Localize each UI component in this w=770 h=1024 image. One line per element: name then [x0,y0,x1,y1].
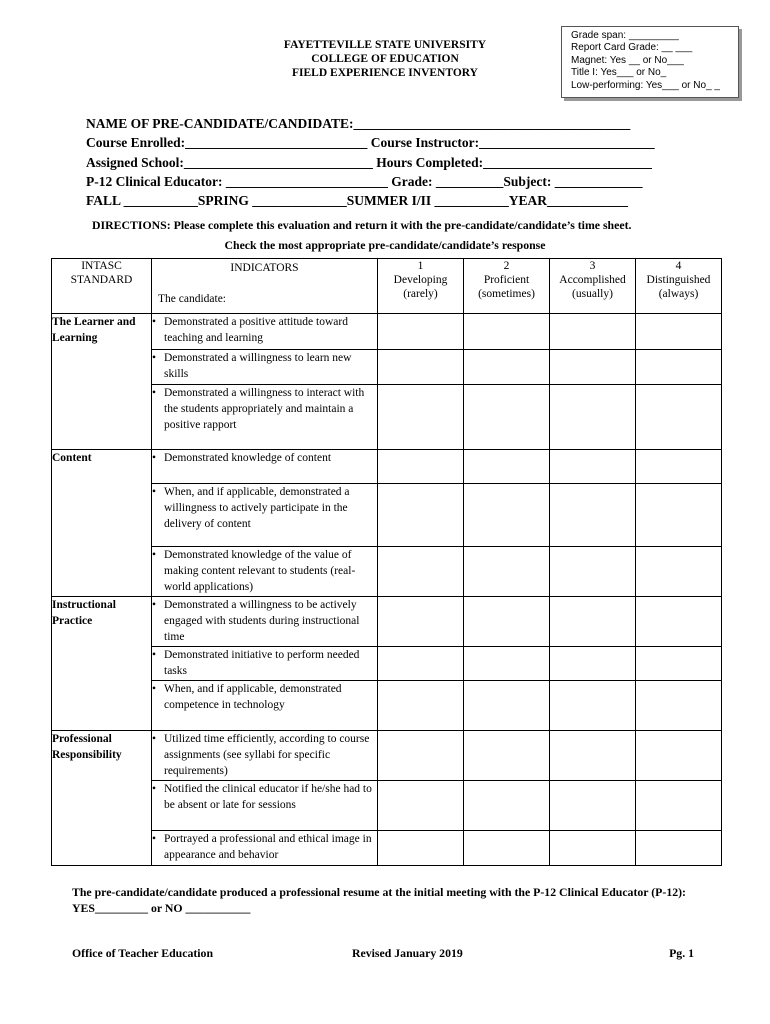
indicator-text: Demonstrated knowledge of content [164,452,332,464]
rating-checkbox-cell-1[interactable] [378,450,464,484]
rating-frequency: (always) [658,288,699,300]
rating-number: 2 [503,260,510,272]
rating-checkbox-cell-1[interactable] [378,731,464,781]
rating-checkbox-cell-4[interactable] [636,314,722,350]
rating-number: 1 [417,260,424,272]
indicator-row [52,831,722,866]
rating-label: Accomplished [559,274,626,286]
indicator-item [152,350,377,382]
bullet-icon: • [152,783,157,795]
indicator-cell [152,450,378,484]
document-header [230,38,540,80]
rating-checkbox-cell-3[interactable] [550,547,636,597]
indicator-text: Demonstrated a willingness to learn new skills [164,352,352,380]
bullet-icon: • [152,352,157,364]
rating-checkbox-cell-2[interactable] [464,314,550,350]
rating-checkbox-cell-3[interactable] [550,450,636,484]
rating-number: 4 [675,260,682,272]
indicator-cell [152,350,378,385]
bullet-icon: • [152,316,157,328]
indicator-cell [152,385,378,450]
rating-frequency: (sometimes) [478,288,535,300]
indicator-row [52,647,722,681]
indicator-item [152,597,377,645]
indicator-item [152,314,377,346]
indicator-text: Demonstrated a willingness to interact with the students appropriately and maintain a positive rapport [164,387,365,431]
standard-header-line: INTASC [81,260,122,272]
rating-checkbox-cell-3[interactable] [550,350,636,385]
revision-date: Revised January 2019 [352,946,463,960]
indicator-row [52,597,722,647]
indicator-row [52,547,722,597]
rating-checkbox-cell-4[interactable] [636,385,722,450]
bullet-icon: • [152,387,157,399]
rating-label: Developing [393,274,448,286]
indicator-cell [152,647,378,681]
indicator-text: Demonstrated a willingness to be actively engaged with students during instructional time [164,599,360,643]
rating-header-3 [550,259,636,314]
rating-checkbox-cell-3[interactable] [550,681,636,731]
indicator-item [152,647,377,679]
rating-checkbox-cell-4[interactable] [636,547,722,597]
evaluation-table [51,258,722,866]
check-instruction: Check the most appropriate pre-candidate/candidate’s response [224,238,546,252]
rating-checkbox-cell-3[interactable] [550,647,636,681]
standard-cell: Content [52,450,152,597]
indicator-cell [152,547,378,597]
rating-checkbox-cell-2[interactable] [464,547,550,597]
rating-checkbox-cell-1[interactable] [378,681,464,731]
rating-checkbox-cell-2[interactable] [464,484,550,547]
rating-checkbox-cell-1[interactable] [378,385,464,450]
rating-checkbox-cell-4[interactable] [636,597,722,647]
page-number: Pg. 1 [669,946,694,960]
indicator-cell [152,831,378,866]
rating-checkbox-cell-3[interactable] [550,484,636,547]
rating-number: 3 [589,260,596,272]
rating-checkbox-cell-1[interactable] [378,547,464,597]
table-header-row [52,259,722,314]
bullet-icon: • [152,833,157,845]
indicator-cell [152,484,378,547]
bullet-icon: • [152,599,157,611]
rating-checkbox-cell-4[interactable] [636,731,722,781]
office-label: Office of Teacher Education [72,946,214,960]
rating-checkbox-cell-1[interactable] [378,831,464,866]
candidate-info-section [86,114,706,210]
course-field[interactable]: Course Enrolled:___________________________ Course Instructor:__________________________ [86,135,655,151]
directions-text: DIRECTIONS: Please complete this evaluation and return it with the pre-candidate/candidate’s time sheet. [92,218,632,232]
standard-header-line: STANDARD [70,274,133,286]
rating-checkbox-cell-3[interactable] [550,831,636,866]
rating-checkbox-cell-2[interactable] [464,647,550,681]
rating-checkbox-cell-1[interactable] [378,647,464,681]
rating-checkbox-cell-3[interactable] [550,385,636,450]
indicator-item [152,547,377,595]
college-name: COLLEGE OF EDUCATION [311,53,459,65]
term-field[interactable]: FALL ___________SPRING ______________SUMMER I/II ___________YEAR____________ [86,193,629,209]
rating-checkbox-cell-2[interactable] [464,385,550,450]
rating-checkbox-cell-1[interactable] [378,597,464,647]
indicator-item [152,450,377,466]
indicator-text: Demonstrated initiative to perform needed tasks [164,649,360,677]
indicator-text: Demonstrated knowledge of the value of making content relevant to students (real-world applications) [164,549,356,593]
indicators-header-label: INDICATORS [230,262,299,274]
rating-checkbox-cell-3[interactable] [550,781,636,831]
title-one-field[interactable]: Title I: Yes___ or No_ [571,67,667,79]
indicator-cell [152,314,378,350]
indicator-text: Portrayed a professional and ethical image in appearance and behavior [164,833,372,861]
indicator-item [152,731,377,779]
rating-checkbox-cell-1[interactable] [378,484,464,547]
indicator-row [52,484,722,547]
indicator-text: When, and if applicable, demonstrated competence in technology [164,683,342,711]
indicator-row [52,731,722,781]
indicator-item [152,681,377,713]
indicator-text: Demonstrated a positive attitude toward teaching and learning [164,316,348,344]
rating-checkbox-cell-1[interactable] [378,314,464,350]
rating-checkbox-cell-3[interactable] [550,597,636,647]
rating-checkbox-cell-2[interactable] [464,450,550,484]
bullet-icon: • [152,733,157,745]
rating-header-2 [464,259,550,314]
rating-checkbox-cell-4[interactable] [636,831,722,866]
rating-frequency: (rarely) [403,288,438,300]
rating-checkbox-cell-2[interactable] [464,597,550,647]
indicator-text: When, and if applicable, demonstrated a willingness to actively participate in the delivery of content [164,486,350,530]
rating-label: Proficient [483,274,530,286]
bullet-icon: • [152,549,157,561]
report-card-grade-field[interactable]: Report Card Grade: __ ___ [571,42,693,54]
resume-statement[interactable]: The pre-candidate/candidate produced a professional resume at the initial meeting with the P-12 Clinical Educator (P-12): YES_________ or NO ___________ [72,885,686,915]
educator-field[interactable]: P-12 Clinical Educator: ________________________ Grade: __________Subject: _____________ [86,173,643,189]
grade-span-field[interactable]: Grade span: _________ [571,30,679,41]
standard-cell: Professional Responsibility [52,731,152,866]
indicator-item [152,781,377,813]
indicator-row [52,350,722,385]
university-name: FAYETTEVILLE STATE UNIVERSITY [283,39,487,51]
rating-checkbox-cell-2[interactable] [464,781,550,831]
rating-checkbox-cell-2[interactable] [464,831,550,866]
rating-checkbox-cell-4[interactable] [636,681,722,731]
bullet-icon: • [152,649,157,661]
indicator-cell [152,597,378,647]
indicator-cell [152,731,378,781]
candidate-subheader: The candidate: [158,293,227,305]
rating-checkbox-cell-2[interactable] [464,681,550,731]
low-performing-field[interactable]: Low-performing: Yes___ or No_ _ [571,79,720,91]
rating-checkbox-cell-4[interactable] [636,781,722,831]
rating-checkbox-cell-1[interactable] [378,781,464,831]
indicator-row [52,385,722,450]
rating-frequency: (usually) [572,288,613,300]
rating-label: Distinguished [646,274,711,286]
rating-checkbox-cell-2[interactable] [464,731,550,781]
rating-checkbox-cell-4[interactable] [636,350,722,385]
rating-checkbox-cell-2[interactable] [464,350,550,385]
standard-cell: Instructional Practice [52,597,152,731]
rating-header-1 [378,259,464,314]
bullet-icon: • [152,683,157,695]
indicator-row [52,450,722,484]
bullet-icon: • [152,486,157,498]
indicator-text: Notified the clinical educator if he/she had to be absent or late for sessions [164,783,372,811]
grade-info-box [561,26,739,98]
indicator-item [152,385,377,433]
rating-checkbox-cell-4[interactable] [636,484,722,547]
standard-cell: The Learner and Learning [52,314,152,450]
standard-column-header [52,259,152,314]
indicator-text: Utilized time efficiently, according to course assignments (see syllabi for specific requirements) [164,733,370,777]
indicator-item [152,831,377,863]
candidate-name-field[interactable]: NAME OF PRE-CANDIDATE/CANDIDATE:_________________________________________ [86,116,631,131]
magnet-field[interactable]: Magnet: Yes __ or No___ [571,54,684,66]
indicator-cell [152,781,378,831]
school-field[interactable]: Assigned School:____________________________ Hours Completed:_________________________ [86,154,652,170]
indicators-column-header [152,259,378,314]
rating-checkbox-cell-4[interactable] [636,647,722,681]
indicator-item [152,484,377,532]
rating-checkbox-cell-3[interactable] [550,314,636,350]
indicator-row [52,781,722,831]
rating-checkbox-cell-3[interactable] [550,731,636,781]
form-title: FIELD EXPERIENCE INVENTORY [292,67,478,79]
indicator-row [52,681,722,731]
indicator-cell [152,681,378,731]
rating-header-4 [636,259,722,314]
indicator-row [52,314,722,350]
rating-checkbox-cell-4[interactable] [636,450,722,484]
bullet-icon: • [152,452,157,464]
rating-checkbox-cell-1[interactable] [378,350,464,385]
